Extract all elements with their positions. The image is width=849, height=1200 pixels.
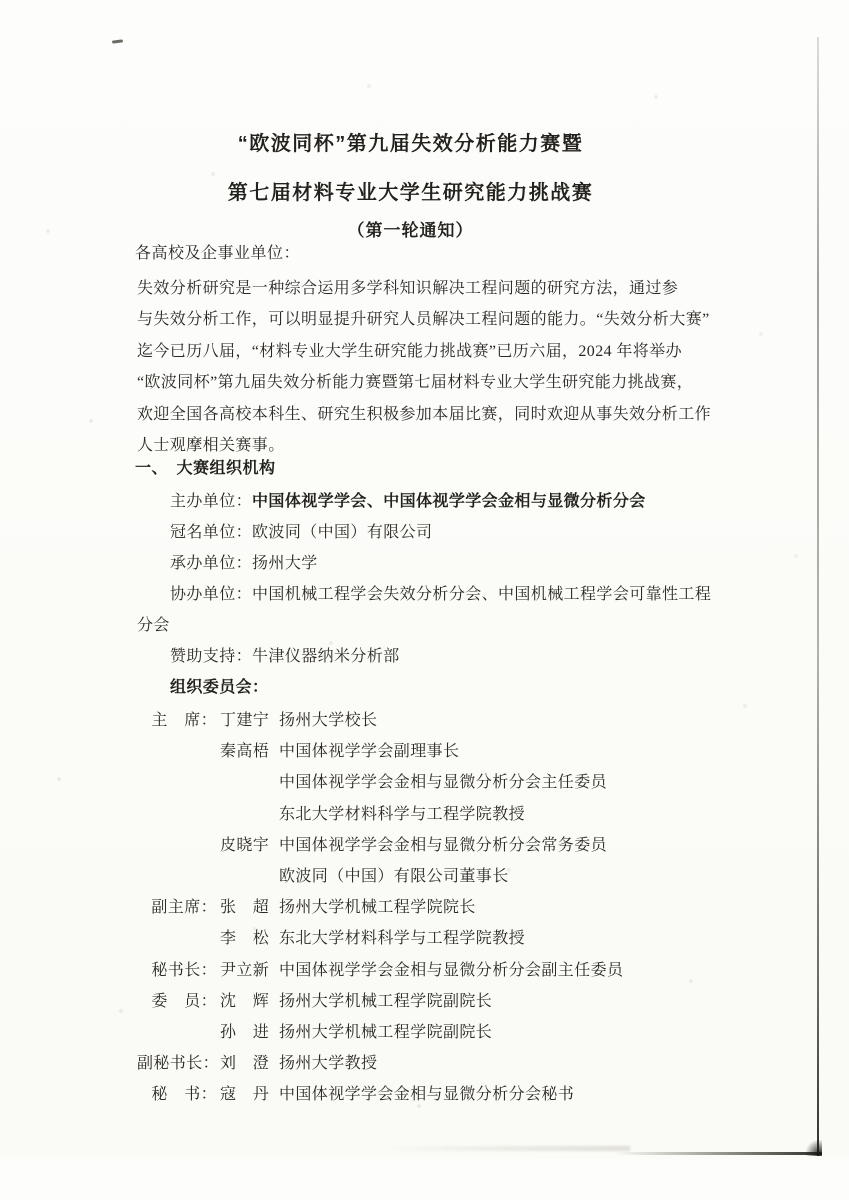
committee-member-name: 秦高梧 (220, 743, 270, 761)
document-subtitle: （第一轮通知） (347, 221, 474, 240)
pen-mark-artifact (112, 39, 123, 43)
committee-member-title: 扬州大学机械工程学院副院长 (279, 1024, 493, 1042)
committee-row (137, 767, 757, 798)
intro-paragraph-line: 与失效分析工作，可以明显提升研究人员解决工程问题的能力。“失效分析大赛” (137, 311, 710, 329)
salutation: 各高校及企事业单位： (135, 245, 301, 262)
committee-role (137, 1017, 217, 1048)
committee-member-title: 中国体视学学会金相与显微分析分会常务委员 (279, 836, 608, 854)
committee-row (137, 1017, 757, 1048)
committee-member-name: 孙 进 (220, 1024, 270, 1042)
intro-paragraph (137, 273, 723, 461)
organization-list (137, 486, 737, 703)
organization-line (137, 517, 737, 548)
committee-member-name: 沈 辉 (220, 992, 270, 1010)
committee-member-name: 寇 丹 (220, 1086, 270, 1104)
committee-member-name (220, 799, 270, 830)
committee-row (137, 1079, 757, 1110)
committee-member-name (220, 767, 270, 798)
scan-noise-speckles (0, 0, 2, 2)
committee-role: 秘书长： (151, 961, 217, 979)
intro-paragraph-line: 迄今已历八届，“材料专业大学生研究能力挑战赛”已历六届，2024 年将举办 (137, 342, 683, 360)
committee-role: 主 席： (151, 712, 217, 729)
committee-row (137, 705, 757, 736)
committee-member-title: 东北大学材料科学与工程学院教授 (279, 805, 526, 823)
organization-line (137, 641, 737, 672)
scan-smear-artifact (380, 1146, 630, 1151)
scan-page-right-edge (817, 37, 819, 1156)
committee-member-name: 刘 澄 (220, 1055, 270, 1073)
committee-role (137, 861, 217, 892)
organization-label: 赞助支持： (170, 648, 253, 665)
organization-label: 主办单位： (170, 493, 253, 510)
organization-value: 中国机械工程学会失效分析分会、中国机械工程学会可靠性工程 (252, 586, 712, 603)
committee-role: 秘 书： (151, 1086, 217, 1104)
committee-row (137, 892, 757, 923)
committee-role: 副秘书长： (137, 1055, 220, 1073)
organization-label: 冠名单位： (170, 524, 253, 541)
section-heading-organization: 一、 大赛组织机构 (135, 460, 276, 477)
committee-member-name: 张 超 (220, 899, 270, 917)
organization-value: 欧波同（中国）有限公司 (252, 524, 433, 541)
committee-member-title: 扬州大学教授 (279, 1055, 378, 1073)
committee-role (137, 767, 217, 798)
committee-member-title: 中国体视学学会金相与显微分析分会秘书 (279, 1086, 575, 1104)
intro-paragraph-line: 人士观摩相关赛事。 (137, 437, 285, 455)
organization-value: 牛津仪器纳米分析部 (252, 648, 400, 665)
committee-role: 副主席： (151, 899, 217, 917)
committee-member-title: 中国体视学学会副理事长 (279, 743, 460, 761)
committee-role (137, 736, 217, 767)
committee-member-title: 扬州大学机械工程学院副院长 (279, 992, 493, 1010)
committee-member-name: 尹立新 (220, 961, 270, 979)
committee-member-title: 中国体视学学会金相与显微分析分会主任委员 (279, 774, 608, 792)
document-title-block (0, 131, 821, 243)
intro-paragraph-line: 欢迎全国各高校本科生、研究生积极参加本届比赛，同时欢迎从事失效分析工作 (137, 405, 712, 423)
committee-row (137, 955, 757, 986)
committee-row (137, 861, 757, 892)
committee-member-title: 欧波同（中国）有限公司董事长 (279, 868, 509, 886)
committee-role (137, 799, 217, 830)
committee-row (137, 923, 757, 954)
scan-corner-blotch (806, 1140, 822, 1156)
organization-value: 扬州大学 (252, 555, 318, 572)
organization-line (137, 579, 737, 610)
committee-member-title: 扬州大学校长 (279, 712, 378, 729)
organization-label: 组织委员会： (170, 679, 269, 696)
intro-paragraph-line: 失效分析研究是一种综合运用多学科知识解决工程问题的研究方法，通过参 (137, 280, 679, 297)
committee-row (137, 986, 757, 1017)
committee-member-title: 扬州大学机械工程学院院长 (279, 899, 476, 917)
document-title-line1: “欧波同杯”第九届失效分析能力赛暨 (237, 133, 584, 155)
committee-row (137, 736, 757, 767)
intro-paragraph-line: “欧波同杯”第九届失效分析能力赛暨第七届材料专业大学生研究能力挑战赛， (137, 374, 694, 392)
committee-list (137, 705, 757, 1111)
committee-row (137, 830, 757, 861)
committee-role (137, 830, 217, 861)
committee-role: 委 员： (151, 992, 217, 1010)
organization-line (137, 486, 737, 517)
organization-line (137, 548, 737, 579)
organization-label: 承办单位： (170, 555, 253, 572)
committee-member-name: 丁建宁 (220, 712, 270, 729)
organization-value: 中国体视学学会、中国体视学学会金相与显微分析分会 (252, 493, 646, 510)
scan-page-bottom-edge (616, 1152, 822, 1155)
committee-member-title: 东北大学材料科学与工程学院教授 (279, 930, 526, 948)
organization-label: 协办单位： (170, 586, 253, 603)
organization-line (137, 610, 737, 641)
document-title-line2: 第七届材料专业大学生研究能力挑战赛 (227, 182, 594, 204)
committee-row (137, 799, 757, 830)
committee-member-name: 皮晓宇 (220, 836, 270, 854)
committee-role (137, 923, 217, 954)
committee-member-title: 中国体视学学会金相与显微分析分会副主任委员 (279, 961, 624, 979)
organization-line (137, 672, 737, 703)
committee-member-name: 李 松 (220, 930, 270, 948)
organization-value: 分会 (137, 617, 170, 634)
committee-member-name (220, 861, 270, 892)
committee-row (137, 1048, 757, 1079)
